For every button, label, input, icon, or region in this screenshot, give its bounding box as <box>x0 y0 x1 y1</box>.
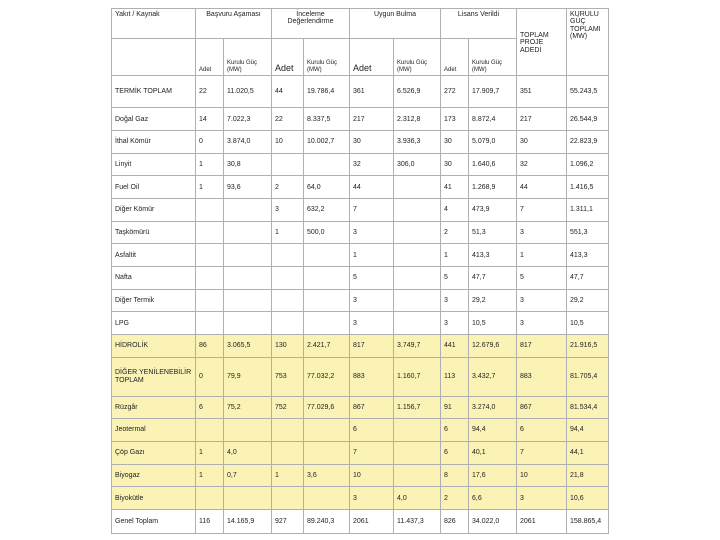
header-blank <box>112 39 196 76</box>
table-cell <box>224 199 272 222</box>
fuel-source-header: Yakıt / Kaynak <box>112 9 196 39</box>
table-row <box>112 442 609 465</box>
table-cell <box>272 153 304 176</box>
total-projects-header: TOPLAM PROJE ADEDİ <box>517 9 567 76</box>
table-cell: 2.421,7 <box>304 335 350 358</box>
table-cell: 8 <box>441 464 469 487</box>
row-label: Asfaltit <box>112 244 196 267</box>
table-cell: 91 <box>441 396 469 419</box>
table-cell: 130 <box>272 335 304 358</box>
table-cell <box>272 419 304 442</box>
total-capacity-header: KURULU GÜÇ TOPLAMI (MW) <box>567 9 609 76</box>
table-cell <box>304 244 350 267</box>
table-cell: 2.312,8 <box>394 108 441 131</box>
row-label: Biyokütle <box>112 487 196 510</box>
table-cell: 17.909,7 <box>469 76 517 108</box>
table-cell: 3 <box>272 199 304 222</box>
table-cell: 1 <box>196 442 224 465</box>
table-cell: 29,2 <box>567 289 609 312</box>
table-cell: 47,7 <box>567 267 609 290</box>
table-cell: 1 <box>517 244 567 267</box>
table-cell: 86 <box>196 335 224 358</box>
table-cell: 32 <box>517 153 567 176</box>
table-cell: 7 <box>350 199 394 222</box>
table-cell <box>196 244 224 267</box>
table-cell <box>272 487 304 510</box>
table-cell <box>224 289 272 312</box>
table-cell: 22 <box>196 76 224 108</box>
table-cell: 2 <box>441 221 469 244</box>
table-cell: 632,2 <box>304 199 350 222</box>
table-cell: 752 <box>272 396 304 419</box>
table-row <box>112 108 609 131</box>
table-cell: 64,0 <box>304 176 350 199</box>
table-cell: 6 <box>441 419 469 442</box>
row-label: LPG <box>112 312 196 335</box>
table-cell: 3.936,3 <box>394 131 441 154</box>
table-cell: 3 <box>350 487 394 510</box>
table-cell: 867 <box>350 396 394 419</box>
table-cell <box>394 267 441 290</box>
table-cell: 1 <box>196 176 224 199</box>
table-cell: 1 <box>196 153 224 176</box>
row-label: İthal Kömür <box>112 131 196 154</box>
table-cell: 361 <box>350 76 394 108</box>
table-cell: 5 <box>517 267 567 290</box>
table-cell <box>394 199 441 222</box>
table-cell <box>272 267 304 290</box>
table-cell: 173 <box>441 108 469 131</box>
table-cell: 26.544,9 <box>567 108 609 131</box>
table-cell <box>196 312 224 335</box>
table-cell: 77.032,2 <box>304 357 350 396</box>
table-cell: 14 <box>196 108 224 131</box>
table-cell: 77.029,6 <box>304 396 350 419</box>
subheader-capacity: Kurulu Güç (MW) <box>394 39 441 76</box>
table-cell: 6 <box>517 419 567 442</box>
table-cell: 11.437,3 <box>394 510 441 534</box>
table-cell <box>304 153 350 176</box>
row-label: Taşkömürü <box>112 221 196 244</box>
table-cell: 34.022,0 <box>469 510 517 534</box>
table-cell: 21.916,5 <box>567 335 609 358</box>
table-cell <box>394 221 441 244</box>
table-cell: 3.065,5 <box>224 335 272 358</box>
table-cell: 1.096,2 <box>567 153 609 176</box>
table-cell: 22 <box>272 108 304 131</box>
table-cell: 8.337,5 <box>304 108 350 131</box>
table-row <box>112 267 609 290</box>
table-cell: 3 <box>517 221 567 244</box>
table-cell <box>272 442 304 465</box>
table-cell: 217 <box>350 108 394 131</box>
table-cell: 2 <box>272 176 304 199</box>
table-cell <box>394 442 441 465</box>
table-cell: 10,5 <box>567 312 609 335</box>
table-cell: 1 <box>272 464 304 487</box>
table-cell: 32 <box>350 153 394 176</box>
table-cell <box>224 221 272 244</box>
table-cell <box>196 267 224 290</box>
table-cell <box>224 419 272 442</box>
row-label: Linyit <box>112 153 196 176</box>
table-cell: 883 <box>350 357 394 396</box>
table-cell: 5 <box>350 267 394 290</box>
table-cell: 500,0 <box>304 221 350 244</box>
subheader-count: Adet <box>272 39 304 76</box>
table-cell: 2 <box>441 487 469 510</box>
table-cell <box>394 289 441 312</box>
table-cell <box>394 244 441 267</box>
subheader-capacity: Kurulu Güç (MW) <box>224 39 272 76</box>
table-row <box>112 487 609 510</box>
row-label: TERMİK TOPLAM <box>112 76 196 108</box>
table-cell <box>196 199 224 222</box>
table-cell: 473,9 <box>469 199 517 222</box>
table-cell: 30 <box>441 153 469 176</box>
table-cell: 1.160,7 <box>394 357 441 396</box>
table-cell: 0 <box>196 357 224 396</box>
table-row <box>112 289 609 312</box>
table-cell: 10 <box>350 464 394 487</box>
table-row <box>112 199 609 222</box>
table-cell: 79,9 <box>224 357 272 396</box>
table-row <box>112 419 609 442</box>
table-cell: 7.022,3 <box>224 108 272 131</box>
table-cell: 3,6 <box>304 464 350 487</box>
table-row <box>112 131 609 154</box>
table-cell <box>304 419 350 442</box>
table-cell: 19.786,4 <box>304 76 350 108</box>
row-label: HİDROLİK <box>112 335 196 358</box>
row-label: Diğer Kömür <box>112 199 196 222</box>
table-cell: 12.679,6 <box>469 335 517 358</box>
table-cell: 10 <box>272 131 304 154</box>
table-cell <box>272 312 304 335</box>
table-cell: 4,0 <box>394 487 441 510</box>
table-cell: 93,6 <box>224 176 272 199</box>
table-row <box>112 244 609 267</box>
table-cell: 3 <box>350 221 394 244</box>
table-cell: 41 <box>441 176 469 199</box>
table-cell: 21,8 <box>567 464 609 487</box>
row-label: Biyogaz <box>112 464 196 487</box>
table-cell: 6 <box>350 419 394 442</box>
table-cell <box>394 464 441 487</box>
table-cell: 75,2 <box>224 396 272 419</box>
table-cell: 306,0 <box>394 153 441 176</box>
table-cell: 158.865,4 <box>567 510 609 534</box>
table-cell: 81.534,4 <box>567 396 609 419</box>
table-cell: 14.165,9 <box>224 510 272 534</box>
table-row <box>112 464 609 487</box>
table-row <box>112 510 609 534</box>
table-cell: 441 <box>441 335 469 358</box>
row-label: Jeotermal <box>112 419 196 442</box>
table-cell: 10 <box>517 464 567 487</box>
table-cell: 4,0 <box>224 442 272 465</box>
row-label: Fuel Oil <box>112 176 196 199</box>
table-cell: 927 <box>272 510 304 534</box>
table-cell: 30,8 <box>224 153 272 176</box>
energy-capacity-table <box>111 8 609 534</box>
licensed-stage-header: Lisans Verildi <box>441 9 517 39</box>
table-cell: 1 <box>441 244 469 267</box>
table-cell: 17,6 <box>469 464 517 487</box>
table-cell: 272 <box>441 76 469 108</box>
table-cell: 0,7 <box>224 464 272 487</box>
table-cell <box>196 487 224 510</box>
table-row <box>112 76 609 108</box>
table-cell: 2061 <box>350 510 394 534</box>
table-cell: 10,5 <box>469 312 517 335</box>
table-row <box>112 335 609 358</box>
table-cell: 551,3 <box>567 221 609 244</box>
table-cell <box>196 221 224 244</box>
table-cell: 40,1 <box>469 442 517 465</box>
table-cell: 3 <box>517 487 567 510</box>
table-cell: 0 <box>196 131 224 154</box>
table-cell: 1.416,5 <box>567 176 609 199</box>
table-cell: 30 <box>517 131 567 154</box>
row-label: Rüzgâr <box>112 396 196 419</box>
table-cell: 1.156,7 <box>394 396 441 419</box>
table-cell: 351 <box>517 76 567 108</box>
table-cell: 44 <box>517 176 567 199</box>
table-cell <box>224 267 272 290</box>
table-cell: 3.274,0 <box>469 396 517 419</box>
table-cell: 7 <box>517 199 567 222</box>
subheader-capacity: Kurulu Güç (MW) <box>304 39 350 76</box>
table-cell: 3 <box>350 312 394 335</box>
table-cell: 3.432,7 <box>469 357 517 396</box>
subheader-capacity: Kurulu Güç (MW) <box>469 39 517 76</box>
table-cell <box>224 244 272 267</box>
table-cell <box>304 289 350 312</box>
table-cell: 81.705,4 <box>567 357 609 396</box>
table-cell: 8.872,4 <box>469 108 517 131</box>
table-cell <box>394 312 441 335</box>
table-cell <box>304 312 350 335</box>
table-cell: 113 <box>441 357 469 396</box>
table-row <box>112 396 609 419</box>
table-cell <box>394 176 441 199</box>
subheader-count: Adet <box>196 39 224 76</box>
table-cell: 94,4 <box>567 419 609 442</box>
table-cell: 6 <box>196 396 224 419</box>
table-cell: 10.002,7 <box>304 131 350 154</box>
table-cell: 22.823,9 <box>567 131 609 154</box>
table-cell: 1 <box>196 464 224 487</box>
row-label: Doğal Gaz <box>112 108 196 131</box>
table-cell: 30 <box>350 131 394 154</box>
table-cell: 3 <box>517 312 567 335</box>
table-cell: 30 <box>441 131 469 154</box>
subheader-count: Adet <box>350 39 394 76</box>
table-cell: 3 <box>441 289 469 312</box>
table-row <box>112 221 609 244</box>
table-cell: 217 <box>517 108 567 131</box>
row-label: Genel Toplam <box>112 510 196 534</box>
table-cell <box>224 487 272 510</box>
row-label: DİĞER YENİLENEBİLİR TOPLAM <box>112 357 196 396</box>
table-cell <box>272 289 304 312</box>
table-cell: 3 <box>517 289 567 312</box>
table-cell: 3.874,0 <box>224 131 272 154</box>
table-cell <box>224 312 272 335</box>
table-cell: 3.749,7 <box>394 335 441 358</box>
approval-stage-header: Uygun Bulma <box>350 9 441 39</box>
table-cell: 1.311,1 <box>567 199 609 222</box>
table-cell: 5.079,0 <box>469 131 517 154</box>
table-cell: 1.268,9 <box>469 176 517 199</box>
table-cell: 753 <box>272 357 304 396</box>
table-cell <box>196 419 224 442</box>
table-cell: 413,3 <box>567 244 609 267</box>
table-cell: 44 <box>350 176 394 199</box>
table-cell: 44 <box>272 76 304 108</box>
table-cell: 1.640,6 <box>469 153 517 176</box>
table-cell <box>304 442 350 465</box>
table-cell: 1 <box>272 221 304 244</box>
table-row <box>112 357 609 396</box>
table-cell: 883 <box>517 357 567 396</box>
table-cell: 10,6 <box>567 487 609 510</box>
table-cell: 1 <box>350 244 394 267</box>
table-cell: 3 <box>441 312 469 335</box>
table-cell: 89.240,3 <box>304 510 350 534</box>
table-cell: 413,3 <box>469 244 517 267</box>
table-cell: 6,6 <box>469 487 517 510</box>
table-cell: 94,4 <box>469 419 517 442</box>
table-cell: 5 <box>441 267 469 290</box>
table-cell: 3 <box>350 289 394 312</box>
table-row <box>112 176 609 199</box>
row-label: Çöp Gazı <box>112 442 196 465</box>
table-cell: 55.243,5 <box>567 76 609 108</box>
table-cell <box>196 289 224 312</box>
table-cell: 2061 <box>517 510 567 534</box>
table-cell: 6.526,9 <box>394 76 441 108</box>
table-cell: 817 <box>350 335 394 358</box>
table-cell: 47,7 <box>469 267 517 290</box>
table-cell <box>272 244 304 267</box>
review-stage-header: İnceleme Değerlendirme <box>272 9 350 39</box>
row-label: Nafta <box>112 267 196 290</box>
table-cell: 826 <box>441 510 469 534</box>
table-cell: 817 <box>517 335 567 358</box>
table-cell <box>304 487 350 510</box>
table-cell: 6 <box>441 442 469 465</box>
table-cell: 867 <box>517 396 567 419</box>
application-stage-header: Başvuru Aşaması <box>196 9 272 39</box>
table-row <box>112 153 609 176</box>
subheader-count: Adet <box>441 39 469 76</box>
table-cell: 7 <box>517 442 567 465</box>
table-cell: 29,2 <box>469 289 517 312</box>
table-cell: 4 <box>441 199 469 222</box>
row-label: Diğer Termik <box>112 289 196 312</box>
table-cell: 11.020,5 <box>224 76 272 108</box>
table-cell <box>304 267 350 290</box>
table-row <box>112 312 609 335</box>
table-cell: 44,1 <box>567 442 609 465</box>
table-cell <box>394 419 441 442</box>
table-cell: 7 <box>350 442 394 465</box>
table-cell: 116 <box>196 510 224 534</box>
table-cell: 51,3 <box>469 221 517 244</box>
